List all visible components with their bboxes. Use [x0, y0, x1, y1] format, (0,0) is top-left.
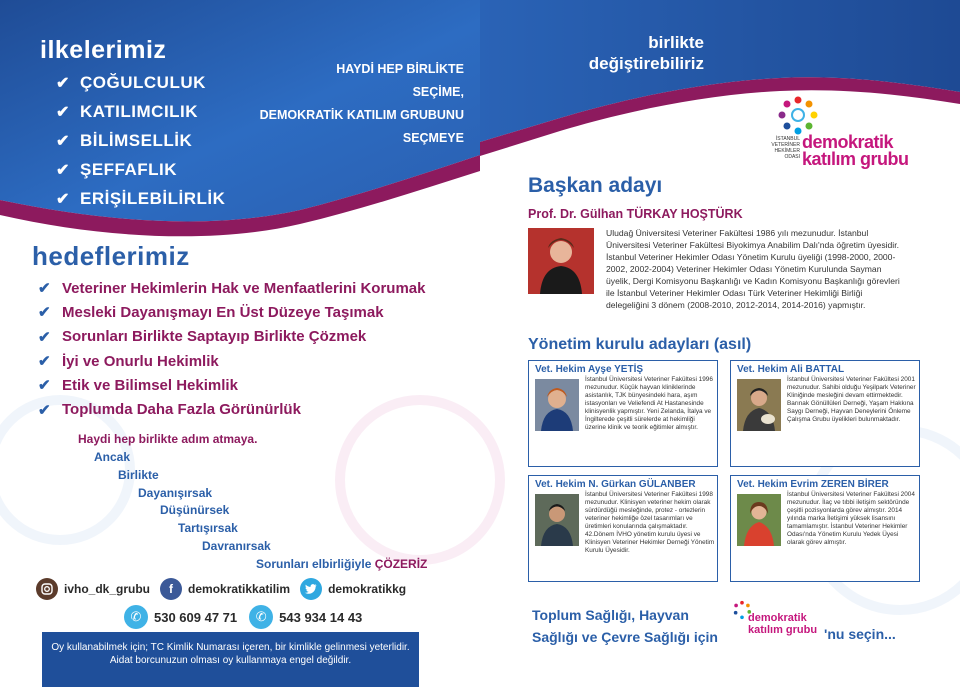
principles-title: ilkelerimiz [40, 36, 167, 64]
goal-item [38, 325, 425, 349]
principle-item [56, 97, 225, 126]
brand-line: demokratik [802, 132, 894, 152]
check-icon: ✔ [56, 132, 70, 150]
board-candidate-bio: İstanbul Üniversitesi Veteriner Fakültesi 2004 mezunudur. İlaç ve tıbbi iletişim sektöründe çeşitli pozisyonlarda görev almıştır. 2014 yılında marka İletişimi yüksek lisansını tamamlamıştır. İstanbul Veteriner Hekimler Odası'nda Yönetim Kurulu Yedek Üyesi olarak görev almıştır. [787, 491, 915, 546]
goal-label: İyi ve Onurlu Hekimlik [62, 352, 219, 370]
check-icon: ✔ [38, 401, 51, 419]
check-icon: ✔ [56, 190, 70, 208]
check-icon: ✔ [38, 353, 51, 371]
board-candidate-card [730, 475, 920, 582]
board-candidate-name: Vet. Hekim Ali BATTAL [737, 364, 845, 375]
cascade-line-final [256, 557, 427, 571]
principle-label: ÇOĞULCULUK [80, 72, 206, 92]
instagram-link[interactable] [36, 578, 150, 600]
check-icon: ✔ [38, 377, 51, 395]
board-candidate-photo [737, 494, 781, 546]
board-candidate-bio: İstanbul Üniversitesi Veteriner Fakültesi 1998 mezunudur. Klinisyen veteriner hekim olarak sürdürdüğü mesleğinde, protez - ortezlerin veteriner hekimliğe özel tasarımları ve üretimleri konularında çalışmaktadır. 42.Dönem İVHO yönetim kurulu üyesi ve Klinisyen Veteriner Hekimler Derneği Yönetim Kurulu Üyesidir. [585, 491, 715, 554]
board-candidates-heading: Yönetim kurulu adayları (asıl) [528, 336, 752, 353]
facebook-icon: f [160, 578, 182, 600]
board-candidate-photo [535, 494, 579, 546]
check-icon: ✔ [38, 328, 51, 346]
twitter-icon [300, 578, 322, 600]
chamber-line: İSTANBUL [775, 136, 800, 142]
slogan-line: değiştirebiliriz [588, 54, 704, 73]
phone-icon: ✆ [249, 605, 273, 629]
board-candidate-card [528, 475, 718, 582]
cascade-line: Birlikte [118, 468, 159, 482]
phone-number: 530 609 47 71 [154, 609, 238, 625]
call-line: DEMOKRATİK KATILIM GRUBUNU [259, 108, 464, 122]
facebook-handle: demokratikkatilim [188, 582, 291, 596]
principle-label: BİLİMSELLİK [80, 130, 193, 150]
voting-info-line: Aidat borcunuzun olması oy kullanmaya engel değildir. [109, 655, 352, 666]
closing-logo-brand: demokratik [748, 612, 807, 624]
check-icon: ✔ [56, 74, 70, 92]
board-candidate-photo [737, 379, 781, 431]
call-line: HAYDİ HEP BİRLİKTE [336, 62, 464, 76]
principle-label: ERİŞİLEBİLİRLİK [80, 188, 226, 208]
chamber-line: ODASI [784, 154, 800, 160]
voting-info-line: Oy kullanabilmek için; TC Kimlik Numarası içeren, bir kimlikle gelinmesi yeterlidir. [51, 642, 410, 653]
brand-line: katılım grubu [802, 149, 909, 169]
phone-link[interactable] [124, 605, 237, 629]
president-candidate-bio: Uludağ Üniversitesi Veteriner Fakültesi 1986 yılı mezunudur. İstanbul Üniversitesi Veteriner Fakültesi Biyokimya Anabilim Dalı'nda öğretim üyesidir. İstanbul Veteriner Hekimler Odası Yönetim Kurulu üyeliği (1998-2000, 2000-2002, 2002-2004) Veteriner Hekimler Odası Yönetim Kurulunda Sayman üyelik, Dergi Komisyonu Başkanlığı ve Kadın Komisyonu Başkanlığı görevleri ile İstanbul Veteriner Hekimler Odası Türk Veteriner Hekimliği Birliği delegeliğini 3 dönem (2008-2010, 2012-2014, 2014-2016) yapmıştır. [606, 228, 900, 310]
call-line: SEÇİME, [412, 85, 464, 99]
board-candidate-name: Vet. Hekim N. Gürkan GÜLANBER [535, 479, 696, 490]
cascade-emphasis: ÇÖZERİZ [374, 557, 428, 571]
goal-label: Veteriner Hekimlerin Hak ve Menfaatlerini Korumak [62, 279, 426, 297]
cascade-line: Sorunları elbirliğiyle [256, 557, 372, 571]
goal-item [38, 300, 425, 324]
board-candidate-name: Vet. Hekim Evrim ZEREN BİRER [737, 479, 889, 490]
goals-list [38, 276, 425, 422]
closing-slogan-line: Sağlığı ve Çevre Sağlığı için [532, 629, 718, 645]
social-links [36, 578, 416, 600]
instagram-handle: ivho_dk_grubu [64, 582, 151, 596]
board-candidate-card [528, 360, 718, 467]
principle-item [56, 155, 225, 184]
goal-item [38, 276, 425, 300]
goal-label: Toplumda Daha Fazla Görünürlük [62, 401, 301, 419]
closing-logo [728, 600, 824, 646]
goal-label: Mesleki Dayanışmayı En Üst Düzeye Taşımak [62, 303, 384, 321]
board-candidate-bio: İstanbul Üniversitesi Veteriner Fakültesi 1996 mezunudur. Küçük hayvan kliniklerinde asistanlık, TJK bünyesindeki hara, aşım istasyonları ve Veliefendi At Hastanesinde klinisyenlik yapmıştır. Yeni Zelanda, İtalya ve İngilterede çeşitli sürelerde at hekimliği üzerine klinik ve teorik eğitimler almıştır. [585, 376, 713, 431]
principle-item [56, 68, 225, 97]
cascade-line: Haydi hep birlikte adım atmaya. [78, 432, 258, 446]
phone-number: 543 934 14 43 [279, 609, 363, 625]
cascade-line: Davranırsak [202, 539, 271, 553]
call-to-vote [238, 58, 464, 150]
board-candidate-bio: İstanbul Üniversitesi Veteriner Fakültesi 2001 mezunudur. Sahibi olduğu Yeşilpark Veteriner Kliniğinde mesleğini devam ettirmektedir. Barınak Gönüllüleri Derneği, Yaşam Hakkına Saygı Derneği, Hayvan Deneylerini Önleme Çalışma Grubu üyelikleri bulunmaktadır. [787, 376, 916, 423]
principle-label: KATILIMCILIK [80, 101, 199, 121]
closing-slogan-line: Toplum Sağlığı, Hayvan [532, 607, 689, 623]
president-candidate-photo [528, 228, 594, 294]
phone-icon: ✆ [124, 605, 148, 629]
principle-label: ŞEFFAFLIK [80, 159, 178, 179]
phone-numbers [124, 605, 374, 629]
board-candidate-name: Vet. Hekim Ayşe YETİŞ [535, 364, 644, 375]
chamber-line: VETERİNER [771, 142, 800, 148]
principle-item [56, 184, 225, 213]
closing-slogan-suffix: 'nu seçin... [824, 626, 896, 642]
chamber-line: HEKİMLER [774, 148, 800, 154]
call-line: SEÇMEYE [402, 131, 464, 145]
board-candidate-photo [535, 379, 579, 431]
goals-title: hedeflerimiz [32, 241, 190, 271]
board-candidate-card [730, 360, 920, 467]
goal-label: Etik ve Bilimsel Hekimlik [62, 376, 238, 394]
header-slogan [540, 32, 704, 74]
goal-item [38, 373, 425, 397]
president-candidate-heading: Başkan adayı [528, 174, 663, 197]
goal-label: Sorunları Birlikte Saptayıp Birlikte Çözmek [62, 328, 367, 346]
facebook-link[interactable] [160, 578, 290, 600]
instagram-icon [36, 578, 58, 600]
cascade-line: Dayanışırsak [138, 486, 213, 500]
slogan-line: birlikte [648, 33, 704, 52]
check-icon: ✔ [56, 103, 70, 121]
group-logo [752, 92, 942, 172]
principle-item [56, 126, 225, 155]
closing-logo-brand: katılım grubu [748, 624, 818, 636]
check-icon: ✔ [38, 280, 51, 298]
principles-list [56, 68, 225, 213]
president-candidate-name: Prof. Dr. Gülhan TÜRKAY HOŞTÜRK [528, 207, 743, 221]
check-icon: ✔ [38, 304, 51, 322]
chamber-name [752, 136, 800, 160]
twitter-link[interactable] [300, 578, 406, 600]
phone-link[interactable] [249, 605, 362, 629]
goal-item [38, 349, 425, 373]
twitter-handle: demokratikkg [328, 582, 407, 596]
check-icon: ✔ [56, 161, 70, 179]
closing-slogan [532, 604, 718, 648]
cascade-line: Tartışırsak [178, 521, 238, 535]
cascade-line: Ancak [94, 450, 131, 464]
voting-info-box [42, 632, 419, 687]
goal-item [38, 397, 425, 421]
cascade-line: Düşünürsek [160, 503, 230, 517]
